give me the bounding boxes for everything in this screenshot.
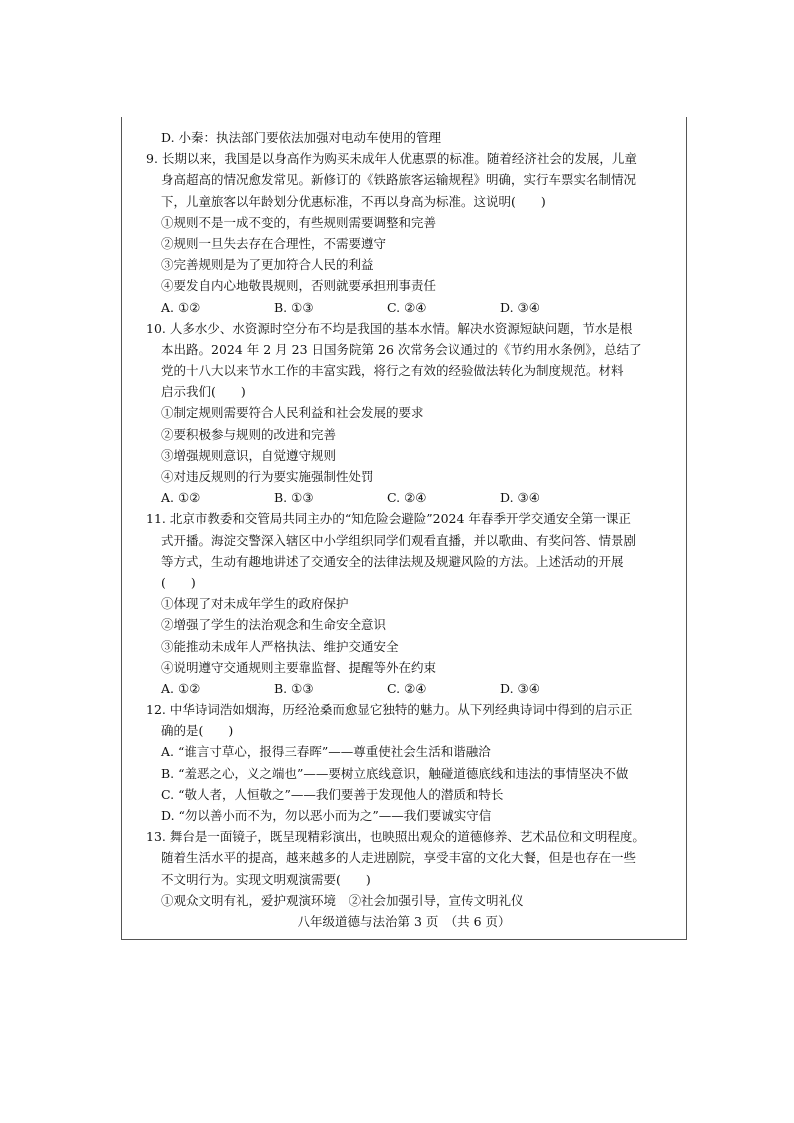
option-line: ①规则不是一成不变的，有些规则需要调整和完善 xyxy=(161,214,437,230)
option-line: ②增强了学生的法治观念和生命安全意识 xyxy=(161,617,387,633)
choice-a: A. ①② xyxy=(161,680,201,696)
option-line: ④说明遵守交通规则主要靠监督、提醒等外在约束 xyxy=(161,659,437,675)
question-stem: 9. 长期以来，我国是以身高作为购买未成年人优惠票的标准。随着经济社会的发展，儿童 xyxy=(146,151,637,167)
question-stem: 启示我们( ) xyxy=(161,384,246,400)
question-stem: 确的是( ) xyxy=(161,723,234,739)
question-stem: ( ) xyxy=(161,574,196,590)
option-line: ③能推动未成年人严格执法、维护交通安全 xyxy=(161,638,399,654)
option-line: D. 小秦：执法部门要依法加强对电动车使用的管理 xyxy=(161,130,442,145)
question-10 xyxy=(146,318,666,509)
choice-c: C. ②④ xyxy=(387,490,427,506)
question-stem: 11. 北京市教委和交管局共同主办的“知危险会避险”2024 年春季开学交通安全第一课正 xyxy=(146,511,631,527)
choice-b: B. ①③ xyxy=(274,490,314,506)
question-content xyxy=(146,127,666,911)
answer-choices xyxy=(146,297,666,318)
question-stem: 不文明行为。实现文明观演需要( ) xyxy=(161,871,371,887)
choice-d: D. ③④ xyxy=(500,680,540,696)
question-stem: 10. 人多水少、水资源时空分布不均是我国的基本水情。解决水资源短缺问题，节水是根 xyxy=(146,320,633,336)
question-stem: 本出路。2024 年 2 月 23 日国务院第 26 次常务会议通过的《节约用水条例》，总结了 xyxy=(161,341,642,357)
option-line: ①制定规则需要符合人民利益和社会发展的要求 xyxy=(161,405,424,421)
option-line: B. “羞恶之心，义之端也”——要树立底线意识，触碰道德底线和违法的事情坚决不做 xyxy=(161,765,629,781)
question-stem: 身高超高的情况愈发常见。新修订的《铁路旅客运输规程》明确，实行车票实名制情况 xyxy=(161,172,637,188)
question-stem: 党的十八大以来节水工作的丰富实践，将行之有效的经验做法转化为制度规范。材料 xyxy=(161,363,624,379)
answer-choices xyxy=(146,487,666,508)
option-line: D. “勿以善小而不为，勿以恶小而为之”——我们要诚实守信 xyxy=(161,808,492,823)
question-stem: 13. 舞台是一面镜子，既呈现精彩演出，也映照出观众的道德修养、艺术品位和文明程度。 xyxy=(146,829,645,845)
option-line: ③完善规则是为了更加符合人民的利益 xyxy=(161,257,374,273)
option-line: A. “谁言寸草心，报得三春晖”——尊重使社会生活和谐融洽 xyxy=(161,744,491,760)
question-11 xyxy=(146,508,666,699)
choice-d: D. ③④ xyxy=(500,299,540,315)
option-line: ③增强规则意识，自觉遵守规则 xyxy=(161,447,337,463)
question-stem: 12. 中华诗词浩如烟海，历经沧桑而愈显它独特的魅力。从下列经典诗词中得到的启示正 xyxy=(146,702,633,718)
question-stem: 等方式，生动有趣地讲述了交通安全的法律法规及规避风险的方法。上述活动的开展 xyxy=(161,553,624,569)
question-12 xyxy=(146,699,666,826)
choice-b: B. ①③ xyxy=(274,299,314,315)
choice-b: B. ①③ xyxy=(274,680,314,696)
option-line: ②要积极参与规则的改进和完善 xyxy=(161,426,337,442)
option-line: C. “敬人者，人恒敬之”——我们要善于发现他人的潜质和特长 xyxy=(161,786,504,802)
question-stem: 随着生活水平的提高，越来越多的人走进剧院，享受丰富的文化大餐，但是也存在一些 xyxy=(161,850,637,866)
question-stem: 式开播。海淀交警深入辖区中小学组织同学们观看直播，并以歌曲、有奖问答、情景剧 xyxy=(161,532,637,548)
question-9 xyxy=(146,148,666,318)
choice-c: C. ②④ xyxy=(387,680,427,696)
choice-a: A. ①② xyxy=(161,490,201,506)
option-line: ①观众文明有礼，爱护观演环境 ②社会加强引导，宣传文明礼仪 xyxy=(161,892,524,908)
choice-d: D. ③④ xyxy=(500,490,540,506)
question-13 xyxy=(146,826,666,911)
option-line: ④要发自内心地敬畏规则，否则就要承担刑事责任 xyxy=(161,278,437,294)
answer-choices xyxy=(146,678,666,699)
question-stem: 下，儿童旅客以年龄划分优惠标准，不再以身高为标准。这说明( ) xyxy=(161,193,546,209)
page-footer: 八年级道德与法治第 3 页 （共 6 页） xyxy=(297,914,511,929)
option-line: ④对违反规则的行为要实施强制性处罚 xyxy=(161,469,374,484)
option-line: ②规则一旦失去存在合理性，不需要遵守 xyxy=(161,235,387,251)
option-line: ①体现了对未成年学生的政府保护 xyxy=(161,596,349,612)
choice-c: C. ②④ xyxy=(387,299,427,315)
choice-a: A. ①② xyxy=(161,299,201,315)
